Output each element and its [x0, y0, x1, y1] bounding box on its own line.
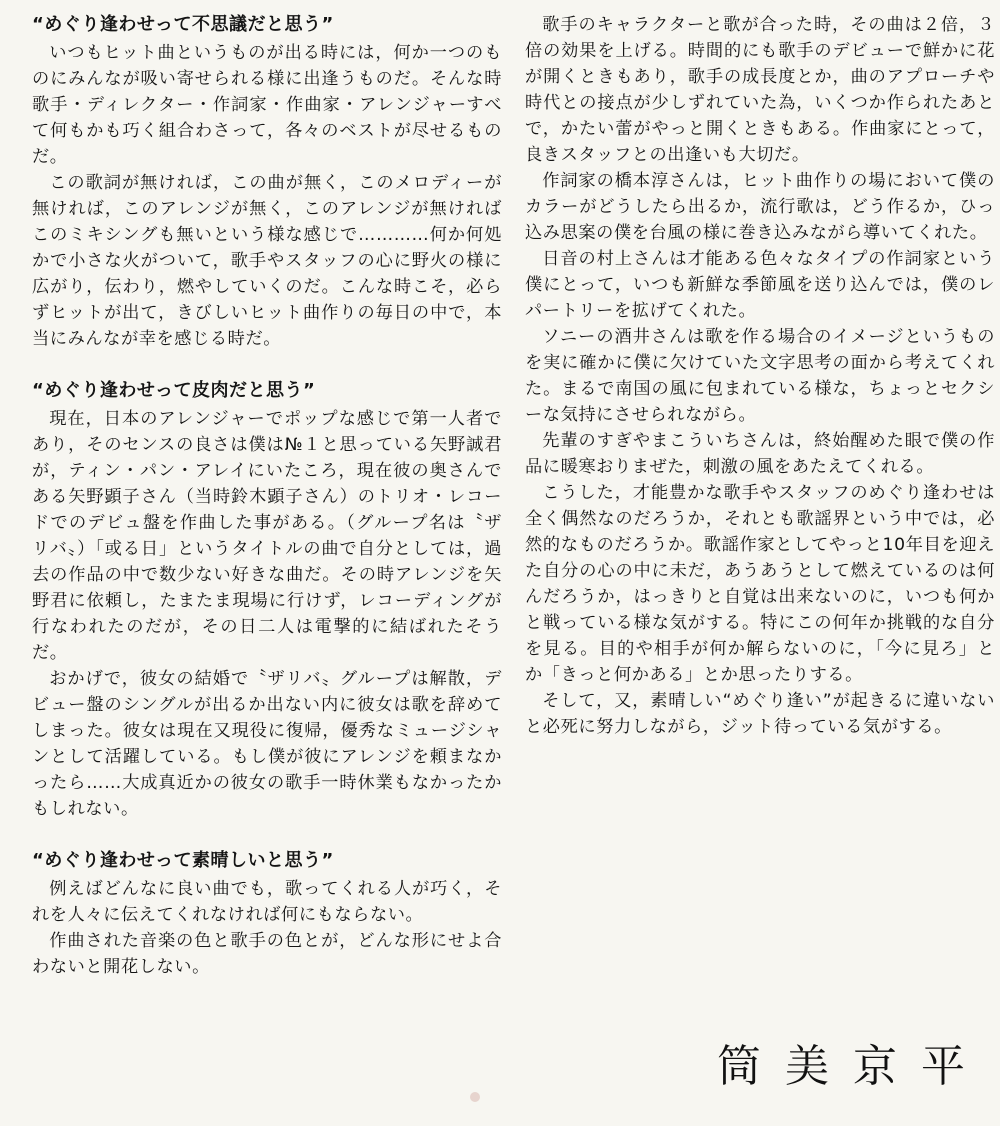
section-heading-wonder: “めぐり逢わせって不思議だと思う” — [32, 14, 334, 35]
right-column — [525, 12, 995, 740]
paragraph: こうした，才能豊かな歌手やスタッフのめぐり逢わせは全く偶然なのだろうか，それとも歌謡界という中では，必然的なものだろうか。歌謡作家としてやっと10年目を迎えた自分の心の中に未だ，あうあうとして燃えているのは何んだろうか，はっきりと自覚は出来ないのに，いつも何かと戦っている様な気がする。特にこの何年か挑戦的な自分を見る。目的や相手が何か解らないのに，「今に見ろ」とか「きっと何かある」とか思ったりする。 — [525, 483, 995, 685]
paragraph-continuation: 歌手のキャラクターと歌が合った時，その曲は２倍，３倍の効果を上げる。時間的にも歌手のデビューで鮮かに花が開くときもあり，歌手の成長度とか，曲のアプローチや時代との接点が少しずれていた為，いくつか作られたあとで，かたい蕾がやっと開くときもある。作曲家にとって，良きスタッフとの出逢いも大切だ。 — [525, 15, 995, 165]
paragraph: 例えばどんなに良い曲でも，歌ってくれる人が巧く，それを人々に伝えてくれなければ何にもならない。 — [32, 879, 502, 925]
section-heading-irony: “めぐり逢わせって皮肉だと思う” — [32, 380, 316, 401]
paragraph: 作詞家の橋本淳さんは，ヒット曲作りの場において僕のカラーがどうしたら出るか，流行歌は，どう作るか，ひっ込み思案の僕を台風の様に巻き込みながら導いてくれた。 — [525, 171, 995, 243]
paragraph: 現在，日本のアレンジャーでポップな感じで第一人者であり，そのセンスの良さは僕は№１と思っている矢野誠君が，ティン・パン・アレイにいたころ，現在彼の奥さんである矢野顕子さん（当時鈴木顕子さん）のトリオ・レコードでのデビュ盤を作曲した事がある。（グループ名は〝ザリバ〟）「或る日」というタイトルの曲で自分としては，過去の作品の中で数少ない好きな曲だ。その時アレンジを矢野君に依頼し，たまたま現場に行けず，レコーディングが行なわれたのだが，その日二人は電撃的に結ばれたそうだ。 — [32, 409, 502, 663]
paragraph: ソニーの酒井さんは歌を作る場合のイメージというものを実に確かに僕に欠けていた文字思考の面から考えてくれた。まるで南国の風に包まれている様な，ちょっとセクシーな気持にさせられながら。 — [525, 327, 995, 425]
paragraph: この歌詞が無ければ，この曲が無く，このメロディーが無ければ，このアレンジが無く，このアレンジが無ければこのミキシングも無いという様な感じで…………何か何処かで小さな火がついて，歌手やスタッフの心に野火の様に広がり，伝わり，燃やしていくのだ。こんな時こそ，必らずヒットが出て，きびしいヒット曲作りの毎日の中で，本当にみんなが幸を感じる時だ。 — [32, 173, 502, 349]
paragraph: そして，又，素晴しい“めぐり逢い”が起きるに違いないと必死に努力しながら，ジット待っている気がする。 — [525, 691, 995, 737]
paragraph: 先輩のすぎやまこういちさんは，終始醒めた眼で僕の作品に暖寒おりまぜた，刺激の風をあたえてくれる。 — [525, 431, 995, 477]
paragraph: おかげで，彼女の結婚で〝ザリバ〟グループは解散，デビュー盤のシングルが出るか出ない内に彼女は歌を辞めてしまった。彼女は現在又現役に復帰，優秀なミュージシャンとして活躍している。もし僕が彼にアレンジを頼まなかったら……大成真近かの彼女の歌手一時休業もなかったかもしれない。 — [32, 669, 502, 819]
paragraph: 作曲された音楽の色と歌手の色とが，どんな形にせよ合わないと開花しない。 — [32, 931, 502, 977]
paper-stain — [470, 1092, 480, 1102]
paragraph: いつもヒット曲というものが出る時には，何か一つのものにみんなが吸い寄せられる様に出逢うものだ。そんな時歌手・ディレクター・作詞家・作曲家・アレンジャーすべて何もかも巧く組合わさって，各々のベストが尽せるものだ。 — [32, 43, 502, 167]
paragraph: 日音の村上さんは才能ある色々なタイプの作詞家という僕にとって，いつも新鮮な季節風を送り込んでは，僕のレパートリーを拡げてくれた。 — [525, 249, 995, 321]
section-heading-wonderful: “めぐり逢わせって素晴しいと思う” — [32, 850, 334, 871]
author-signature: 筒美京平 — [717, 1041, 989, 1092]
left-column — [32, 12, 502, 980]
